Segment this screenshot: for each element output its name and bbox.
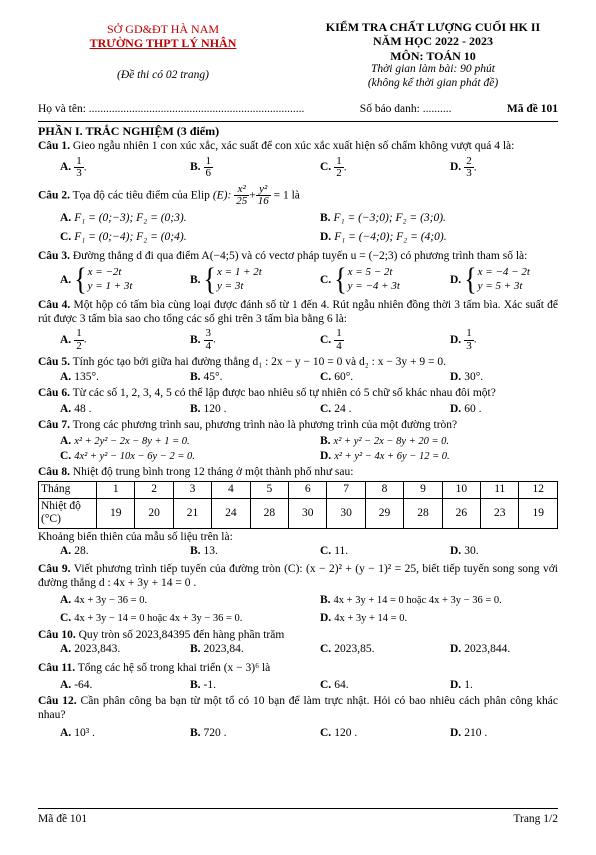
question-number: Câu 2. <box>38 189 70 202</box>
denominator: 25 <box>236 195 248 208</box>
option-label: A. <box>60 273 72 286</box>
option-c[interactable] <box>298 679 428 693</box>
question-text: Quy tròn số 2023,84395 đến hàng phần trăm <box>78 629 285 642</box>
question-text: Tọa độ các tiêu điểm của Elip <box>72 189 210 202</box>
option-label: D. <box>450 161 462 174</box>
question-9 <box>38 563 558 591</box>
equation-tail: = 1 là <box>273 189 300 202</box>
option-label: C. <box>320 273 332 286</box>
option-d[interactable] <box>428 643 558 657</box>
question-text: Gieo ngẫu nhiên 1 con xúc xắc, xác suất để con xúc xắc xuất hiện số chấm không vượt quá 4 là: <box>72 139 515 152</box>
option-label: C. <box>60 230 72 243</box>
option-text: F₁ = (−3;0); F₂ = (3;0). <box>333 211 446 224</box>
option-text: 135°. <box>74 371 99 384</box>
question-text: Từ các số 1, 2, 3, 4, 5 có thể lập được bao nhiêu số tự nhiên có 5 chữ số khác nhau đôi một? <box>72 387 496 400</box>
option-label: D. <box>320 230 332 243</box>
option-a[interactable] <box>38 594 298 608</box>
option-label: B. <box>320 211 331 224</box>
question-4 <box>38 299 558 327</box>
brace-icon: { <box>203 262 217 297</box>
question-7-options-row-2 <box>38 450 558 464</box>
option-label: B. <box>190 642 201 655</box>
option-text: 4x + 3y − 14 = 0 hoặc 4x + 3y − 36 = 0. <box>74 613 243 625</box>
exam-title: KIỂM TRA CHẤT LƯỢNG CUỐI HK II <box>325 20 541 34</box>
question-number: Câu 8. <box>38 466 70 479</box>
option-label: D. <box>320 612 332 625</box>
option-b[interactable] <box>168 371 298 385</box>
option-label: D. <box>450 726 462 739</box>
candidate-info <box>38 103 558 117</box>
question-7-options-row-1 <box>38 435 558 449</box>
option-a[interactable]: A. $\frac{1}{3}$ . <box>60 154 87 180</box>
option-label: D. <box>450 545 462 558</box>
table-header-cell: Nhiệt độ (°C) <box>39 498 97 529</box>
header-right <box>308 20 558 91</box>
option-a[interactable] <box>38 371 168 385</box>
option-label: C. <box>60 612 72 625</box>
option-text: 24 . <box>334 402 352 415</box>
option-b[interactable] <box>168 156 298 180</box>
question-12-options <box>38 727 558 741</box>
question-11 <box>38 662 558 676</box>
option-a[interactable] <box>38 727 168 741</box>
option-label: A. <box>60 594 72 607</box>
option-label: D. <box>450 273 462 286</box>
option-label: D. <box>320 450 332 463</box>
option-d[interactable] <box>298 450 558 464</box>
option-text: 60°. <box>334 371 354 384</box>
question-number: Câu 5. <box>38 355 70 368</box>
table-cell: 26 <box>442 498 480 529</box>
table-cell: 10 <box>442 481 480 498</box>
option-label: A. <box>60 211 72 224</box>
option-text: 4x + 3y + 14 = 0 hoặc 4x + 3y − 36 = 0. <box>333 595 502 607</box>
option-b[interactable] <box>168 643 298 657</box>
option-c[interactable] <box>298 545 428 559</box>
question-2: Câu 2. Tọa độ các tiêu điểm của Elip (E): $\frac{\text{x²}}{25}$ + $\frac{\text{y²}}{16}$ = 1 là <box>38 182 300 208</box>
exam-code: Mã đề 101 <box>506 102 558 115</box>
numerator: 1 <box>336 327 342 340</box>
option-label: A. <box>60 434 72 447</box>
option-label: C. <box>320 642 332 655</box>
option-text: 30°. <box>464 371 484 384</box>
numerator: y² <box>256 184 271 197</box>
question-6-options <box>38 403 558 417</box>
table-cell: 29 <box>365 498 403 529</box>
equation-line: x = 1 + 2t <box>217 266 262 279</box>
question-number: Câu 12. <box>38 695 77 708</box>
option-text: F₁ = (−4;0); F₂ = (4;0). <box>334 230 447 243</box>
numerator: 1 <box>205 154 212 167</box>
denominator: 3 <box>466 167 472 180</box>
option-text: 2023,85. <box>334 642 375 655</box>
option-b[interactable] <box>298 594 558 608</box>
option-label: B. <box>190 726 201 739</box>
numerator: 1 <box>76 327 82 340</box>
option-a[interactable] <box>38 643 168 657</box>
option-label: D. <box>450 334 462 347</box>
option-text: 4x + 3y + 14 = 0. <box>334 613 408 625</box>
table-cell: 8 <box>365 481 403 498</box>
fraction <box>334 328 344 352</box>
option-d[interactable] <box>428 727 558 741</box>
option-c[interactable] <box>298 403 428 417</box>
option-b[interactable] <box>168 679 298 693</box>
footer-exam-code: Mã đề 101 <box>38 813 88 825</box>
option-d[interactable] <box>428 262 558 297</box>
subject: MÔN: TOÁN 10 <box>390 48 476 63</box>
table-cell: 7 <box>327 481 365 498</box>
question-1-options <box>38 156 558 180</box>
option-label: C. <box>60 450 72 463</box>
ellipse-name: (E): <box>212 189 232 202</box>
equation-system <box>464 262 530 297</box>
option-b[interactable] <box>298 212 558 226</box>
option-text: 2023,843. <box>74 642 121 655</box>
question-4-options <box>38 328 558 352</box>
numerator: 1 <box>336 154 342 167</box>
question-3-options <box>38 262 558 297</box>
option-text: 4x² + y² − 10x − 6y − 2 = 0. <box>74 451 195 463</box>
temperature-table <box>38 481 558 529</box>
question-number: Câu 7. <box>38 418 70 431</box>
option-label: B. <box>190 679 201 692</box>
option-text: 64. <box>334 679 349 692</box>
question-number: Câu 4. <box>38 298 71 311</box>
denominator: 3 <box>466 339 472 352</box>
option-label: B. <box>320 594 331 607</box>
question-5-options <box>38 371 558 385</box>
question-12 <box>38 695 558 723</box>
section-title: PHẦN I. TRẮC NGHIỆM (3 điểm) <box>38 123 220 138</box>
question-9-options-row-2 <box>38 612 558 626</box>
option-d[interactable] <box>298 231 558 245</box>
option-label: B. <box>190 402 201 415</box>
option-text: 4x + 3y − 36 = 0. <box>74 595 148 607</box>
question-number: Câu 1. <box>38 139 70 152</box>
denominator: 16 <box>257 195 269 208</box>
denominator: 3 <box>76 167 82 180</box>
question-10 <box>38 629 558 643</box>
equation-system <box>203 262 262 297</box>
option-a[interactable] <box>38 262 168 297</box>
divider <box>38 121 558 122</box>
option-text: 48 . <box>74 402 92 415</box>
option-text: 2023,844. <box>464 642 511 655</box>
option-label: B. <box>190 545 201 558</box>
table-cell: 6 <box>289 481 327 498</box>
page-count-note: (Đề thi có 02 trang) <box>117 68 209 81</box>
option-text: -1. <box>203 679 217 692</box>
numerator: 2 <box>466 154 472 167</box>
question-8 <box>38 466 558 480</box>
table-cell: 12 <box>519 481 558 498</box>
equation-line: y = −4 + 3t <box>347 280 400 293</box>
option-b[interactable] <box>168 545 298 559</box>
table-cell: 28 <box>250 498 288 529</box>
denominator: 4 <box>336 339 342 352</box>
question-5 <box>38 356 558 370</box>
equation-line: y = 3t <box>217 280 244 293</box>
candidate-id-field[interactable]: Số báo danh: .......... <box>359 102 452 115</box>
equation-line: y = 5 + 3t <box>477 280 523 293</box>
table-cell: 4 <box>212 481 250 498</box>
option-text: x² + 2y² − 2x − 8y + 1 = 0. <box>74 435 190 447</box>
option-label: B. <box>320 434 331 447</box>
option-text: x² + y² − 2x − 8y + 20 = 0. <box>333 435 450 447</box>
school-year: NĂM HỌC 2022 - 2023 <box>373 34 493 49</box>
denominator: 2 <box>336 167 342 180</box>
option-d[interactable] <box>428 371 558 385</box>
table-cell: 1 <box>97 481 135 498</box>
question-9-options-row-1 <box>38 594 558 608</box>
option-text: x² + y² − 4x + 6y − 12 = 0. <box>334 451 450 463</box>
option-text: F₁ = (0;−4); F₂ = (0;4). <box>74 230 187 243</box>
option-a[interactable] <box>38 435 298 449</box>
question-text: Nhiệt độ trung bình trong 12 tháng ở một thành phố như sau: <box>72 466 354 479</box>
option-d[interactable] <box>428 545 558 559</box>
exam-header <box>38 20 558 91</box>
table-cell: 9 <box>404 481 442 498</box>
question-number: Câu 3. <box>38 249 70 262</box>
option-text: 30. <box>464 545 479 558</box>
brace-icon: { <box>74 262 87 297</box>
option-c[interactable]: C. $\frac{1}{2}$ . <box>320 154 347 180</box>
option-text: 45°. <box>203 371 223 384</box>
option-label: A. <box>60 642 72 655</box>
option-label: B. <box>190 273 201 286</box>
question-text: Tổng các hệ số trong khai triển (x − 3)⁶ là <box>77 661 271 674</box>
option-text: 120 . <box>203 402 227 415</box>
question-text: Cần phân công ba bạn từ một tổ có 10 bạn để làm trực nhật. Hỏi có bao nhiêu cách phân công khác nhau? <box>38 695 559 722</box>
denominator: 2 <box>76 339 82 352</box>
option-d[interactable]: D. $\frac{1}{3}$ . <box>450 327 477 352</box>
option-b[interactable]: B. $\frac{3}{4}$ . <box>190 327 216 352</box>
table-cell: 23 <box>481 498 519 529</box>
option-text: F₁ = (0;−3); F₂ = (0;3). <box>74 211 187 224</box>
option-label: D. <box>450 679 462 692</box>
brace-icon: { <box>334 262 347 297</box>
brace-icon: { <box>464 262 477 297</box>
option-label: C. <box>320 161 332 174</box>
page-footer <box>38 808 558 827</box>
option-d[interactable] <box>428 403 558 417</box>
option-c[interactable] <box>298 262 428 297</box>
question-text: Trong các phương trình sau, phương trình nào là phương trình của một đường tròn? <box>72 418 458 431</box>
option-c[interactable] <box>38 612 298 626</box>
question-text: Tính góc tạo bởi giữa hai đường thẳng d₁ : 2x − y − 10 = 0 và d₂ : x − 3y + 9 = 0. <box>72 355 447 368</box>
numerator: x² <box>234 184 249 197</box>
option-c[interactable] <box>38 450 298 464</box>
question-2-options-row-2 <box>38 231 558 245</box>
fraction <box>204 328 214 352</box>
question-2-options-row-1 <box>38 212 558 226</box>
exam-time: Thời gian làm bài: 90 phút <box>370 63 496 76</box>
option-label: A. <box>60 726 72 739</box>
option-text: 13. <box>203 545 218 558</box>
option-c[interactable] <box>298 643 428 657</box>
equation-line: x = 5 − 2t <box>347 266 393 279</box>
option-text: 2023,84. <box>203 642 244 655</box>
header-left <box>38 20 288 91</box>
option-b[interactable] <box>298 435 558 449</box>
question-11-options <box>38 679 558 693</box>
table-cell: 24 <box>212 498 250 529</box>
table-cell: 20 <box>135 498 173 529</box>
option-label: A. <box>60 545 72 558</box>
option-label: A. <box>60 679 72 692</box>
option-d[interactable] <box>298 612 558 626</box>
equation-line: x = −4 − 2t <box>477 266 530 279</box>
table-cell: 28 <box>404 498 442 529</box>
fraction <box>74 328 84 352</box>
fraction <box>464 328 474 352</box>
table-cell: 11 <box>481 481 519 498</box>
option-label: B. <box>190 161 201 174</box>
table-cell: 21 <box>173 498 211 529</box>
option-label: C. <box>320 371 332 384</box>
table-cell: 2 <box>135 481 173 498</box>
fraction <box>256 184 271 208</box>
option-text: 11. <box>334 545 349 558</box>
question-8-options <box>38 545 558 559</box>
option-a[interactable] <box>38 403 168 417</box>
question-number: Câu 9. <box>38 562 71 575</box>
option-text: 210 . <box>464 726 488 739</box>
option-label: A. <box>60 371 72 384</box>
option-label: B. <box>190 371 201 384</box>
option-d[interactable] <box>428 679 558 693</box>
question-text: Đường thẳng d đi qua điểm A(−4;5) và có vectơ pháp tuyến u = (−2;3) có phương trình tham số là: <box>72 249 528 262</box>
option-label: D. <box>450 402 462 415</box>
option-label: C. <box>320 726 332 739</box>
option-label: C. <box>320 679 332 692</box>
fraction <box>464 156 474 180</box>
question-10-options <box>38 643 558 657</box>
option-text: 10³ . <box>74 726 95 739</box>
question-8-prompt: Khoảng biến thiên của mẫu số liệu trên là: <box>38 531 233 544</box>
department-name: SỞ GD&ĐT HÀ NAM <box>106 22 220 36</box>
option-c[interactable] <box>298 371 428 385</box>
option-a[interactable] <box>38 679 168 693</box>
option-text: 720 . <box>203 726 227 739</box>
fraction <box>334 156 344 180</box>
numerator: 1 <box>466 327 472 340</box>
option-label: C. <box>320 334 332 347</box>
table-cell: 19 <box>97 498 135 529</box>
school-name: TRƯỜNG THPT LÝ NHÂN <box>89 36 237 51</box>
numerator: 1 <box>76 154 82 167</box>
table-cell: 3 <box>173 481 211 498</box>
denominator: 4 <box>205 339 212 352</box>
equation-line: y = 1 + 3t <box>87 280 133 293</box>
question-6 <box>38 387 558 401</box>
fraction <box>74 156 84 180</box>
equation-system <box>334 262 400 297</box>
table-header-cell: Tháng <box>39 481 97 498</box>
question-number: Câu 6. <box>38 387 70 400</box>
numerator: 3 <box>205 327 212 340</box>
option-text: 60 . <box>464 402 482 415</box>
option-a[interactable] <box>38 545 168 559</box>
table-row <box>39 498 558 529</box>
question-3 <box>38 250 558 264</box>
option-label: D. <box>450 371 462 384</box>
option-b[interactable] <box>168 262 298 297</box>
table-cell: 5 <box>250 481 288 498</box>
table-cell: 30 <box>327 498 365 529</box>
option-c[interactable] <box>298 727 428 741</box>
option-a[interactable]: A. $\frac{1}{2}$ . <box>60 327 87 352</box>
option-label: D. <box>450 642 462 655</box>
option-label: C. <box>320 545 332 558</box>
option-label: A. <box>60 161 72 174</box>
table-cell: 30 <box>289 498 327 529</box>
option-text: -64. <box>74 679 93 692</box>
table-row <box>39 481 558 498</box>
equation-system <box>74 262 133 297</box>
option-b[interactable] <box>168 727 298 741</box>
option-b[interactable] <box>168 403 298 417</box>
footer-page-number: Trang 1/2 <box>513 813 558 825</box>
option-a[interactable] <box>38 212 298 226</box>
denominator: 6 <box>205 167 212 180</box>
exam-time-note: (không kể thời gian phát đề) <box>367 76 499 89</box>
option-text: 120 . <box>334 726 358 739</box>
question-text: Viết phương trình tiếp tuyến của đường tròn (C): (x − 2)² + (y − 1)² = 25, biết tiếp tuyến song song với đường thẳng d : 4x + 3y + 14 = 0 . <box>38 562 558 589</box>
question-1 <box>38 140 558 154</box>
option-label: C. <box>320 402 332 415</box>
option-d[interactable]: D. $\frac{2}{3}$ . <box>450 154 477 180</box>
option-text: 1. <box>464 679 473 692</box>
question-number: Câu 10. <box>38 629 76 642</box>
question-number: Câu 11. <box>38 661 76 674</box>
option-c[interactable] <box>38 231 298 245</box>
option-c[interactable] <box>298 328 428 352</box>
fraction <box>204 156 214 180</box>
option-label: B. <box>190 334 201 347</box>
candidate-name-field[interactable]: Họ và tên: ........................................................................... <box>38 102 305 115</box>
question-7 <box>38 419 558 433</box>
option-label: A. <box>60 334 72 347</box>
equation-line: x = −2t <box>87 266 122 279</box>
table-cell: 19 <box>519 498 558 529</box>
option-text: 28. <box>74 545 89 558</box>
question-text: Một hộp có tấm bìa cùng loại được đánh số từ 1 đến 4. Rút ngẫu nhiên đồng thời 3 tấm bìa. Xác suất để rút được 3 tấm bìa sao cho tổng các số ghi trên 3 tấm bìa bằng 6 là: <box>38 298 559 325</box>
option-label: A. <box>60 402 72 415</box>
fraction <box>234 184 249 208</box>
